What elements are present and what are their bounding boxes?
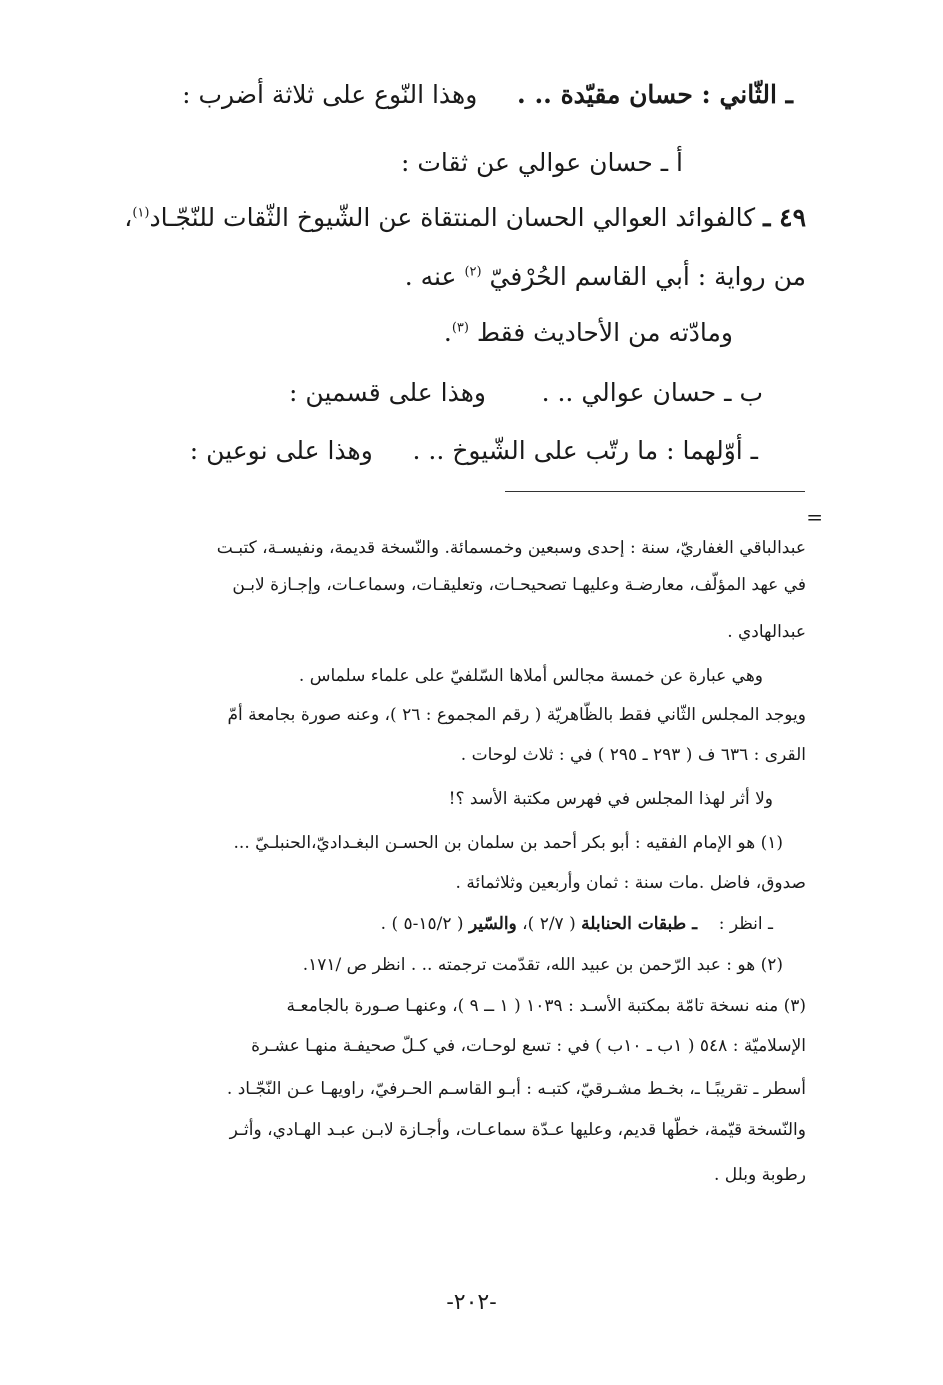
tabaqat-ref: ( ٢/٧ )،: [522, 914, 576, 934]
siyar-ref: ( ١٥/٢-٥ ) .: [380, 914, 464, 934]
heading-second-type: [182, 80, 793, 109]
footnote-line-9: صدوق، فاضل .مات سنة : ثمان وأربعين وثلاثمائة .: [455, 873, 806, 893]
entry-49-line-3: [444, 318, 733, 347]
footnote-separator: [505, 491, 805, 492]
see-label: ـ انظر :: [718, 914, 773, 934]
footnote-ref-2: (٢): [464, 264, 482, 280]
subheading-b: [289, 378, 763, 407]
footnote-ref-3: (٣): [451, 320, 469, 336]
entry-49-text: كالفوائد العوالي الحسان المنتقاة عن الشّيوخ الثّقات للنّجّـاد: [149, 203, 756, 232]
first-of-two-part2: وهذا على نوعين :: [189, 436, 373, 465]
footnote-ref-1: (١): [132, 205, 150, 221]
subheading-b-part2: وهذا على قسمين :: [289, 378, 486, 407]
subheading-a: أ ـ حسان عوالي عن ثقات :: [400, 148, 683, 177]
subheading-b-part1: ب ـ حسان عوالي .. .: [541, 378, 763, 407]
footnote-line-13: الإسلاميّة : ٥٤٨ ( ١ب ـ ١٠ب ) في : تسع لوحـات، في كـلّ صحيفـة منهـا عشـرة: [251, 1036, 806, 1056]
footnote-line-3: عبدالهادي .: [727, 622, 806, 642]
first-of-two-part1: ـ أوّلهما : ما رتّب على الشّيوخ .. .: [412, 436, 758, 465]
heading-bold-part: ـ الثّاني : حسان مقيّدة .. .: [517, 80, 793, 109]
footnote-line-12: (٣) منه نسخة تامّة بمكتبة الأسـد : ١٠٣٩ ( ١ ــ ٩ )، وعنهـا صـورة بالجامعـة: [286, 996, 806, 1016]
footnote-line-4: وهي عبارة عن خمسة مجالس أملاها السّلفيّ على علماء سلماس .: [298, 666, 763, 686]
entry-49-content: ومادّته من الأحاديث فقط: [476, 318, 733, 347]
tabaqat-title: ـ طبقات الحنابلة: [581, 914, 698, 934]
footnote-continuation-mark: =: [806, 505, 823, 529]
entry-49-narration: من رواية : أبي القاسم الحُرْفيّ: [489, 262, 806, 291]
footnote-line-16: رطوبة وبلل .: [713, 1165, 806, 1185]
footnote-line-14: أسطر ـ تقريبًـا ـ، بخـط مشـرقيّ، كتبـه : أبـو القاسـم الحـرفيّ، راويهـا عـن النّجّـاد .: [226, 1079, 806, 1099]
entry-49-line-2: [405, 262, 806, 291]
footnote-line-6: القرى : ٦٣٦ ف ( ٢٩٣ ـ ٢٩٥ ) في : ثلاث لوحات .: [460, 745, 806, 765]
entry-number: ٤٩ ـ: [763, 203, 806, 232]
entry-49-punct: ،: [124, 203, 133, 232]
footnote-line-15: والنّسخة قيّمة، خطّها قديم، وعليها عـدّة سماعـات، وأجـازة لابـن عبـد الهـادي، وأثـر: [229, 1120, 806, 1140]
entry-49-narration-end: عنه .: [404, 262, 457, 291]
footnote-line-2: في عهد المؤلّف، معارضـة وعليهـا تصحيحـات، وتعليقـات، وسماعـات، وإجـازة لابـن: [232, 575, 806, 595]
footnote-line-5: ويوجد المجلس الثّاني فقط بالظّاهريّة ( رقم المجموع : ٢٦ )، وعنه صورة بجامعة أمّ: [227, 705, 806, 725]
entry-49-line-1: [124, 203, 806, 232]
footnote-line-8: (١) هو الإمام الفقيه : أبو بكر أحمد بن سلمان بن الحسـن البغـداديّ،الحنبلـيّ ...: [233, 833, 783, 853]
siyar-title: والسّير: [468, 914, 517, 934]
footnote-line-7: ولا أثر لهذا المجلس في فهرس مكتبة الأسد ؟!: [448, 789, 773, 809]
footnote-line-11: (٢) هو : عبد الرّحمن بن عبيد الله، تقدّمت ترجمته .. . انظر ص /١٧١.: [302, 955, 783, 975]
heading-rest-part: وهذا النّوع على ثلاثة أضرب :: [182, 80, 478, 109]
footnote-line-1: عبدالباقي الغفاريّ، سنة : إحدى وسبعين وخمسمائة. والنّسخة قديمة، ونفيسـة، كتبـت: [216, 538, 806, 558]
entry-49-content-end: .: [443, 318, 452, 347]
subheading-first-of-two: [190, 436, 758, 465]
page-number: -٢٠٢-: [446, 1290, 497, 1315]
footnote-line-10: [381, 914, 773, 934]
